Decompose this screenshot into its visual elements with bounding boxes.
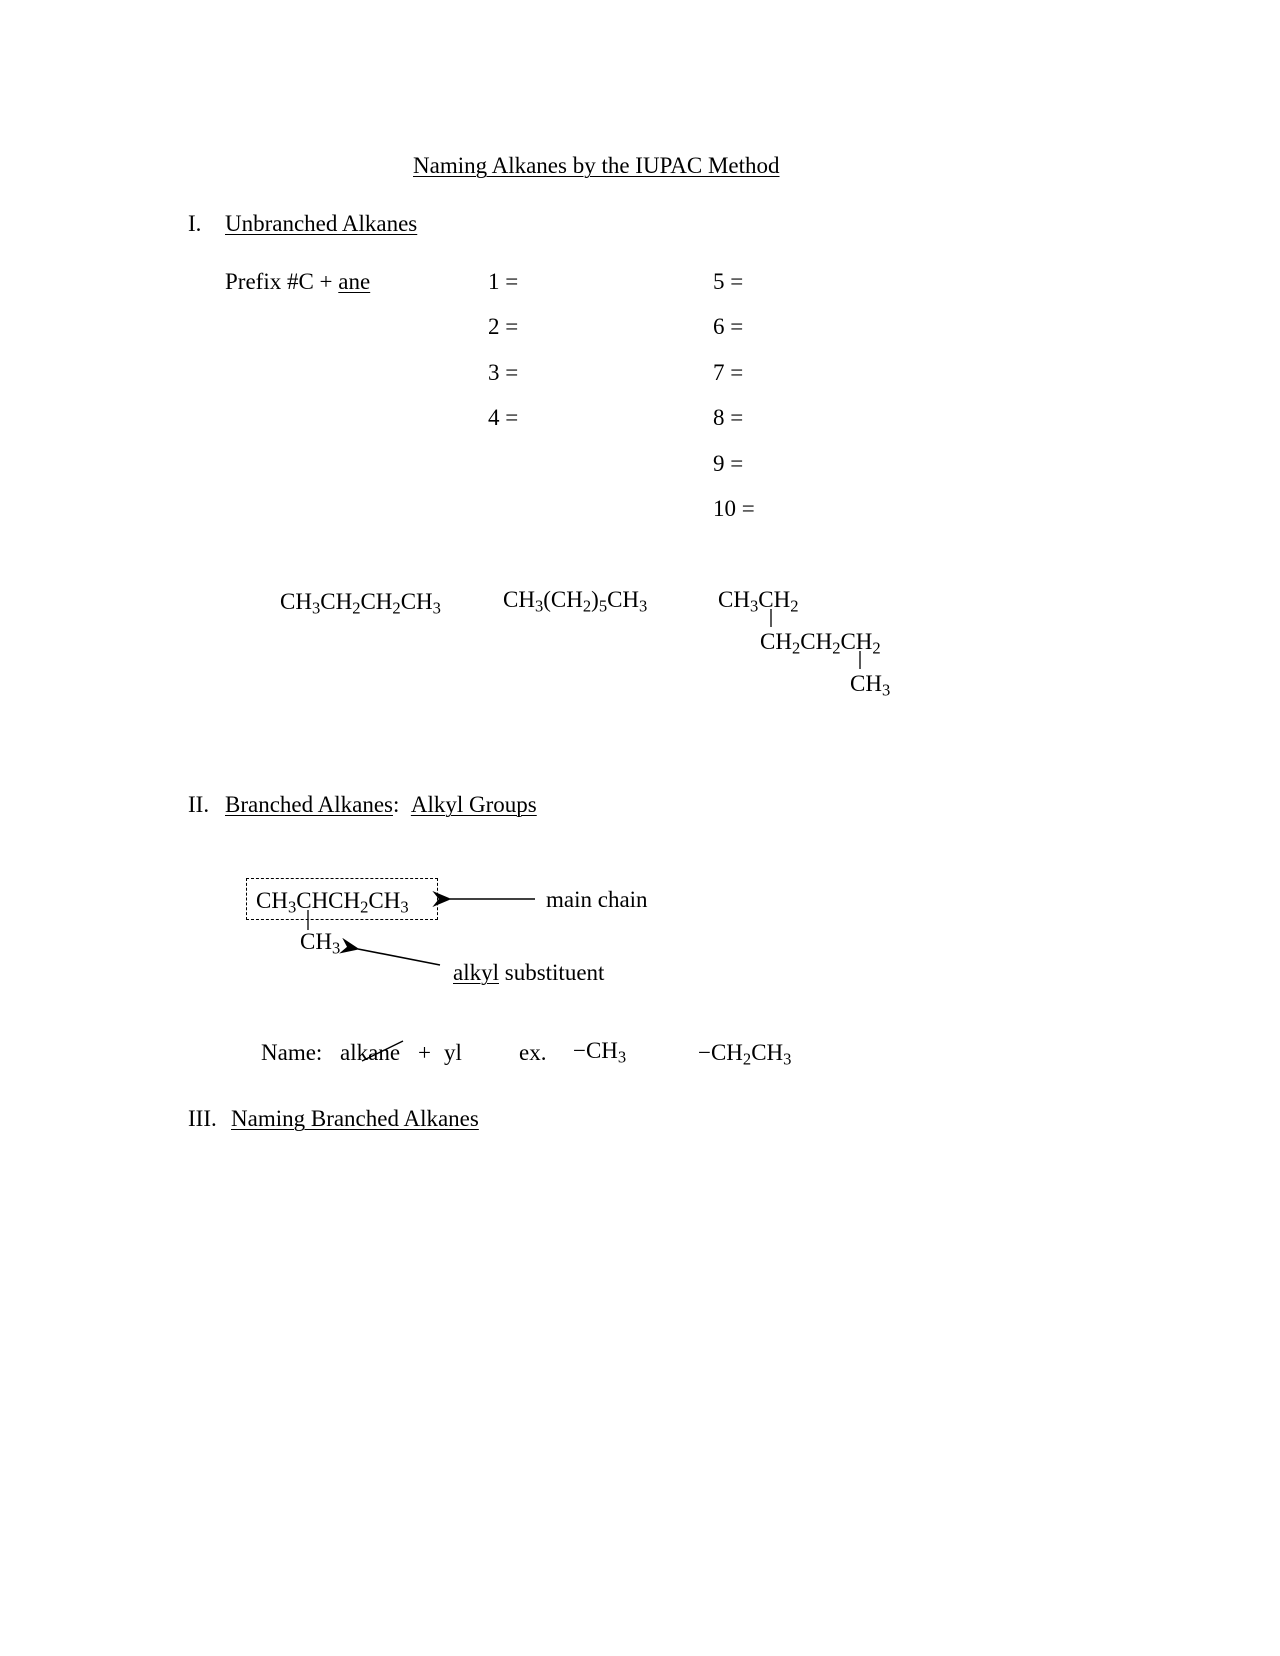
example-ethyl: $-CH_2CH_3$ [698, 1040, 792, 1069]
name-plus: + [418, 1040, 431, 1065]
prefix-item-10: 10 = [713, 496, 755, 521]
prefix-item-2: 2 = [488, 314, 519, 339]
example-label: ex. [519, 1040, 547, 1065]
main-chain-formula: $CH_3CHCH_2CH_3$ [256, 888, 409, 917]
substituent-formula: $CH_3$ [300, 929, 341, 958]
name-struck-ane: ane [368, 1040, 401, 1065]
page-title: Naming Alkanes by the IUPAC Method [413, 153, 780, 178]
main-chain-label: main chain [546, 887, 648, 912]
name-label: Name: [261, 1040, 323, 1065]
section3-numeral: III. [188, 1106, 217, 1131]
formula-branched-row2: $CH_2CH_2CH_2$ [760, 629, 881, 658]
section2-numeral: II. [188, 792, 210, 817]
section2-heading-branched: Branched Alkanes [225, 792, 393, 817]
section1-numeral: I. [188, 211, 202, 236]
substituent-arrow [358, 949, 440, 965]
substituent-word: substituent [499, 960, 605, 985]
formula-branched-row3: $CH_3$ [850, 671, 891, 700]
prefix-item-7: 7 = [713, 360, 744, 385]
alkyl-word: alkyl [453, 960, 499, 985]
section2-heading-colon: : [392, 792, 400, 817]
prefix-item-4: 4 = [488, 405, 519, 430]
formula-heptane: $CH_3(CH_2)_5CH_3$ [503, 587, 648, 616]
section3-heading: Naming Branched Alkanes [231, 1106, 479, 1131]
example-methyl: $-CH_3$ [573, 1038, 627, 1067]
prefix-item-9: 9 = [713, 451, 744, 476]
prefix-item-1: 1 = [488, 269, 519, 294]
prefix-item-3: 3 = [488, 360, 519, 385]
prefix-item-8: 8 = [713, 405, 744, 430]
substituent-label [453, 961, 604, 984]
rule-prefix-text: Prefix #C + [225, 269, 339, 294]
prefix-item-5: 5 = [713, 269, 744, 294]
name-alk: alk [340, 1040, 369, 1065]
rule-suffix: ane [338, 269, 371, 294]
prefix-item-6: 6 = [713, 314, 744, 339]
section2-heading-alkyl: Alkyl Groups [410, 792, 537, 817]
formula-branched-row1: $CH_3CH_2$ [718, 587, 799, 616]
name-rule [340, 1041, 400, 1064]
formula-butane: $CH_3CH_2CH_2CH_3$ [280, 589, 441, 618]
section1-heading: Unbranched Alkanes [225, 211, 418, 236]
name-yl: yl [444, 1040, 462, 1065]
